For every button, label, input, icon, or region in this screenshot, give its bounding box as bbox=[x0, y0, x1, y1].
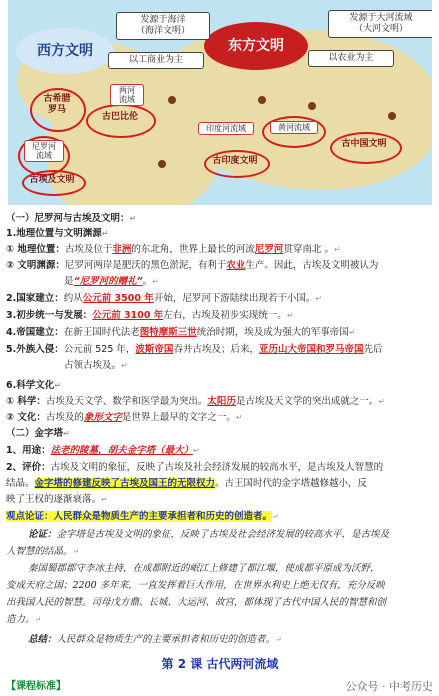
nile-label: 尼罗河 流域 bbox=[24, 140, 64, 162]
science-culture-heading: 6.科学文化↵ bbox=[6, 380, 61, 391]
watermark: 公众号 · 中考历史 bbox=[345, 680, 433, 693]
artifact-icon bbox=[168, 96, 176, 104]
pyramid-eval-line-2: 结晶。金字塔的修建反映了古埃及国王的无限权力。古王国时代的金字塔越修越小，反 bbox=[6, 478, 368, 489]
argument-line-4: 变成天府之国；2200 多年来，一直发挥着巨大作用，在世界水利史上绝无仅有，充分反映 bbox=[6, 580, 385, 591]
artifact-icon bbox=[388, 112, 396, 120]
pyramid-use-line: 1、用途：法老的陵墓，胡夫金字塔（最大）↵ bbox=[6, 445, 200, 456]
invasion-line-2: 占领古埃及。↵ bbox=[64, 360, 128, 371]
lesson-2-title: 第 2 课 古代两河流域 bbox=[161, 657, 279, 671]
west-civilization-title: 西方文明 bbox=[16, 28, 114, 74]
unification-line: 3.初步统一与发展：公元前 3100 年左右，古埃及初步实现统一。↵ bbox=[6, 310, 294, 321]
section-pyramid-heading: （二）金字塔↵ bbox=[6, 428, 70, 439]
geo-heading: 1.地理位置与文明渊源↵ bbox=[6, 228, 109, 239]
argument-line-2: 人智慧的结晶。↵ bbox=[6, 546, 80, 557]
curriculum-standard-tag: 【课程标准】 bbox=[6, 681, 66, 692]
origin-line-2: 是“尼罗河的赠礼”。↵ bbox=[64, 276, 159, 287]
artifact-icon bbox=[258, 96, 266, 104]
babylon-label: 古巴比伦 bbox=[101, 112, 138, 122]
invasion-line-1: 5.外族入侵：公元前 525 年，波斯帝国吞并古埃及；后来，亚历山大帝国和罗马帝国先后 bbox=[6, 344, 383, 355]
pyramid-eval-line-3: 映了王权的逐渐衰落。↵ bbox=[6, 494, 108, 505]
section-nile-heading: （一）尼罗河与古埃及文明：↵ bbox=[6, 213, 137, 224]
artifact-icon bbox=[308, 102, 316, 110]
argument-line-1: 论证：金字塔是古埃及文明的象征，反映了古埃及社会经济发展的较高水平，是古埃及 bbox=[28, 529, 390, 540]
civilization-map bbox=[8, 0, 432, 205]
pyramid-eval-line-1: 2、评价：古埃及文明的象征，反映了古埃及社会经济发展的较高水平，是古埃及人智慧的 bbox=[6, 462, 384, 473]
state-founding-line: 2.国家建立：约从公元前 3500 年开始，尼罗河下游陆续出现若干小国。↵ bbox=[6, 293, 323, 304]
artifact-icon bbox=[158, 160, 166, 168]
argument-line-3: 秦国蜀郡郡守李冰主持，在成都附近的岷江上修建了都江堰，使成都平原成为沃野， bbox=[28, 563, 380, 574]
west-origin-box: 发源于海洋 （海洋文明） bbox=[116, 12, 210, 40]
argument-line-6: 造力。↵ bbox=[6, 614, 42, 625]
east-civilization-title: 东方文明 bbox=[204, 22, 308, 70]
indus-label: 印度河流域 bbox=[198, 122, 254, 135]
east-economy-box: 以农业为主 bbox=[308, 50, 394, 67]
east-origin-box: 发源于大河流域 （大河文明） bbox=[328, 10, 432, 38]
argument-line-5: 出我国人民的智慧。司母戊方鼎、长城、大运河、故宫，都体现了古代中国人民的智慧和创 bbox=[6, 597, 387, 608]
origin-line-1: ② 文明渊源：尼罗河两岸是肥沃的黑色淤泥，有利于农业生产。因此，古埃及文明被认为 bbox=[6, 260, 379, 271]
two-rivers-label: 两河 流域 bbox=[110, 84, 144, 106]
culture-line: ② 文化：古埃及的象形文字是世界上最早的文字之一。↵ bbox=[6, 412, 243, 423]
india-label: 古印度文明 bbox=[212, 156, 258, 166]
egypt-label: 古埃及文明 bbox=[29, 175, 75, 185]
yellow-river-label: 黄河流域 bbox=[270, 121, 318, 134]
empire-line: 4.帝国建立：在新王国时代法老图特摩斯三世统治时期，埃及成为强大的军事帝国↵ bbox=[6, 327, 356, 338]
west-economy-box: 以工商业为主 bbox=[108, 52, 204, 69]
china-label: 古中国文明 bbox=[341, 139, 387, 149]
science-line: ① 科学：古埃及天文学、数学和医学最为突出。太阳历是古埃及天文学的突出成就之一。↵ bbox=[6, 396, 386, 407]
geo-location-line: ① 地理位置：古埃及位于非洲的东北角，世界上最长的河流尼罗河贯穿南北 。↵ bbox=[6, 244, 341, 255]
greece-rome-label: 古希腊 罗马 bbox=[43, 94, 71, 115]
viewpoint-line: 观点论证：人民群众是物质生产的主要承担者和历史的创造者。↵ bbox=[6, 511, 279, 522]
summary-line: 总结：人民群众是物质生产的主要承担者和历史的创造者。↵ bbox=[28, 634, 282, 645]
